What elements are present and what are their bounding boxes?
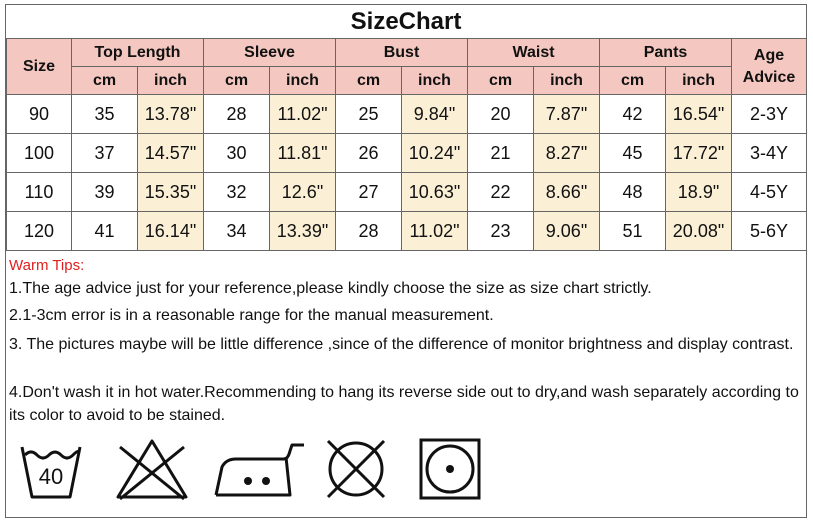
tip-item: 3. The pictures maybe will be little difference ,since of the difference of monitor brightness and display contrast. xyxy=(9,336,794,353)
cell-pants-cm: 45 xyxy=(600,134,666,173)
cell-top-inch: 14.57" xyxy=(138,134,204,173)
unit-inch: inch xyxy=(402,67,468,95)
do-not-tumble-dry-icon xyxy=(322,437,390,501)
unit-inch: inch xyxy=(666,67,732,95)
cell-waist-cm: 20 xyxy=(468,95,534,134)
cell-pants-inch: 16.54" xyxy=(666,95,732,134)
cell-pants-inch: 20.08" xyxy=(666,212,732,251)
cell-bust-cm: 26 xyxy=(336,134,402,173)
cell-top-cm: 35 xyxy=(72,95,138,134)
cell-waist-inch: 9.06" xyxy=(534,212,600,251)
care-icons xyxy=(6,437,806,515)
cell-sleeve-inch: 13.39" xyxy=(270,212,336,251)
cell-sleeve-cm: 34 xyxy=(204,212,270,251)
tips-title: Warm Tips: xyxy=(9,257,85,274)
table-row xyxy=(7,173,807,212)
unit-inch: inch xyxy=(534,67,600,95)
header-pants: Pants xyxy=(600,39,732,67)
unit-cm: cm xyxy=(468,67,534,95)
cell-top-inch: 15.35" xyxy=(138,173,204,212)
cell-bust-cm: 28 xyxy=(336,212,402,251)
size-table xyxy=(6,38,807,251)
unit-cm: cm xyxy=(336,67,402,95)
cell-pants-cm: 42 xyxy=(600,95,666,134)
unit-cm: cm xyxy=(600,67,666,95)
cell-size: 90 xyxy=(7,95,72,134)
cell-age: 3-4Y xyxy=(732,134,807,173)
cell-pants-inch: 17.72" xyxy=(666,134,732,173)
cell-waist-inch: 8.66" xyxy=(534,173,600,212)
size-chart-panel xyxy=(5,4,807,518)
cell-bust-inch: 11.02" xyxy=(402,212,468,251)
cell-size: 100 xyxy=(7,134,72,173)
cell-size: 120 xyxy=(7,212,72,251)
cell-sleeve-inch: 11.02" xyxy=(270,95,336,134)
cell-top-inch: 13.78" xyxy=(138,95,204,134)
do-not-bleach-icon xyxy=(114,437,190,501)
wash-temperature-label: 40 xyxy=(38,464,64,489)
header-sleeve: Sleeve xyxy=(204,39,336,67)
cell-waist-inch: 8.27" xyxy=(534,134,600,173)
cell-bust-inch: 9.84" xyxy=(402,95,468,134)
table-row xyxy=(7,212,807,251)
cell-top-cm: 37 xyxy=(72,134,138,173)
cell-pants-inch: 18.9" xyxy=(666,173,732,212)
cell-age: 4-5Y xyxy=(732,173,807,212)
cell-waist-cm: 23 xyxy=(468,212,534,251)
unit-inch: inch xyxy=(138,67,204,95)
cell-pants-cm: 48 xyxy=(600,173,666,212)
cell-pants-cm: 51 xyxy=(600,212,666,251)
tumble-dry-low-icon xyxy=(418,437,482,501)
header-age-advice: Age Advice xyxy=(732,39,807,95)
cell-waist-inch: 7.87" xyxy=(534,95,600,134)
cell-top-cm: 41 xyxy=(72,212,138,251)
cell-sleeve-cm: 32 xyxy=(204,173,270,212)
cell-age: 5-6Y xyxy=(732,212,807,251)
cell-size: 110 xyxy=(7,173,72,212)
cell-waist-cm: 22 xyxy=(468,173,534,212)
header-size: Size xyxy=(7,39,72,95)
chart-title: SizeChart xyxy=(6,5,806,39)
tip-item: 1.The age advice just for your reference,please kindly choose the size as size chart strictly. xyxy=(9,280,652,297)
cell-bust-inch: 10.63" xyxy=(402,173,468,212)
unit-cm: cm xyxy=(204,67,270,95)
header-top-length: Top Length xyxy=(72,39,204,67)
cell-top-inch: 16.14" xyxy=(138,212,204,251)
header-waist: Waist xyxy=(468,39,600,67)
table-row xyxy=(7,95,807,134)
wash-40-icon xyxy=(18,437,84,501)
cell-sleeve-inch: 12.6" xyxy=(270,173,336,212)
cell-sleeve-cm: 30 xyxy=(204,134,270,173)
cell-age: 2-3Y xyxy=(732,95,807,134)
unit-inch: inch xyxy=(270,67,336,95)
header-bust: Bust xyxy=(336,39,468,67)
cell-sleeve-inch: 11.81" xyxy=(270,134,336,173)
cell-top-cm: 39 xyxy=(72,173,138,212)
cell-bust-inch: 10.24" xyxy=(402,134,468,173)
tip-item: 4.Don't wash it in hot water.Recommending to hang its reverse side out to dry,and wash separately according to its color to avoid to be stained. xyxy=(9,384,799,424)
cell-bust-cm: 25 xyxy=(336,95,402,134)
cell-waist-cm: 21 xyxy=(468,134,534,173)
unit-cm: cm xyxy=(72,67,138,95)
tip-item: 2.1-3cm error is in a reasonable range for the manual measurement. xyxy=(9,307,494,324)
cell-sleeve-cm: 28 xyxy=(204,95,270,134)
table-row xyxy=(7,134,807,173)
iron-medium-heat-icon xyxy=(212,437,312,501)
cell-bust-cm: 27 xyxy=(336,173,402,212)
